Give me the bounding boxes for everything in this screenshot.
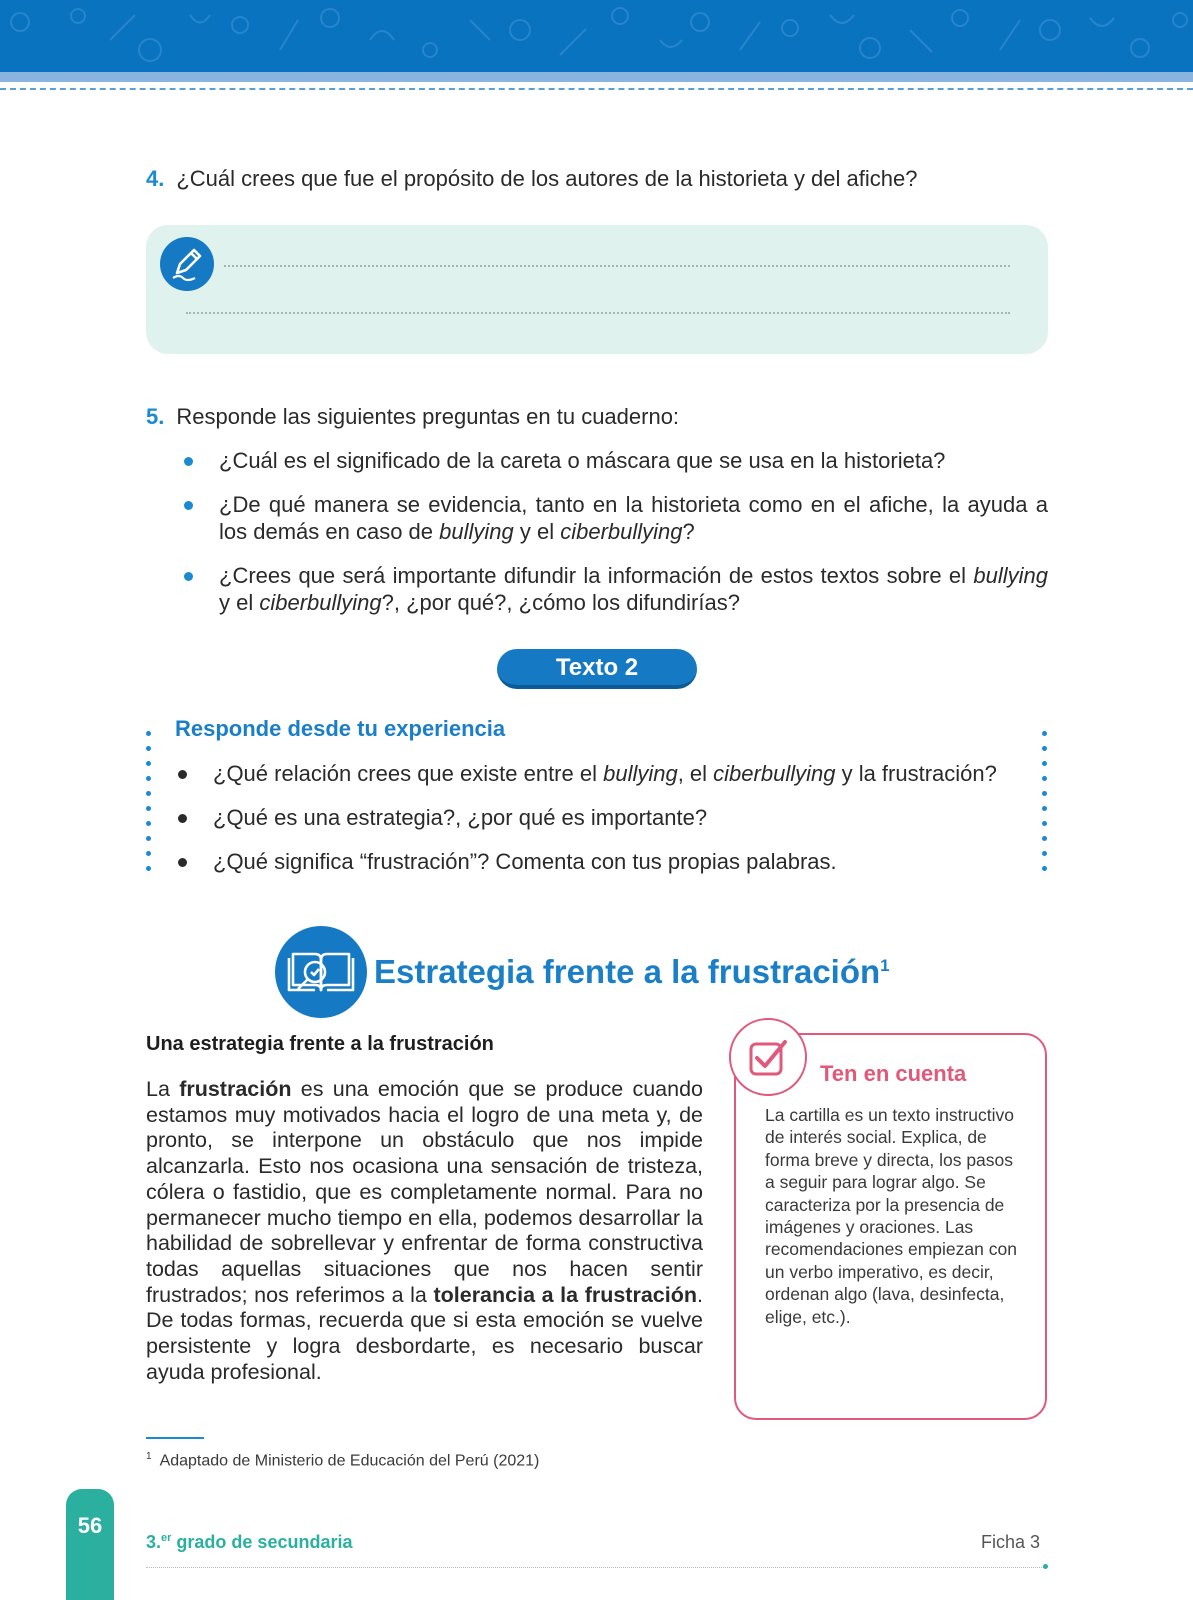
question-4-number: 4. — [146, 166, 165, 191]
ficha-label: Ficha 3 — [981, 1532, 1041, 1552]
header-band — [0, 0, 1193, 72]
list-item: ¿Qué relación crees que existe entre el bullying, el ciberbullying y la frustración? — [178, 760, 1018, 787]
header-dash-divider — [0, 88, 1193, 90]
question-4-text: ¿Cuál crees que fue el propósito de los autores de la historieta y del afiche? — [176, 166, 918, 191]
question-5 — [146, 403, 679, 431]
question-5-text: Responde las siguientes preguntas en tu cuaderno: — [176, 404, 680, 429]
note-text: La cartilla es un texto instructivo de interés social. Explica, de forma breve y directa, los pasos a seguir para lograr algo. Se caracteriza por la presencia de imágenes y oraciones. Las recomendaciones empiezan con un verbo imperativo, es decir, ordenan algo (lava, desinfecta, elige, etc.). — [765, 1105, 1017, 1327]
question-4 — [146, 165, 917, 193]
list-item: ¿Cuál es el significado de la careta o máscara que se usa en la historieta? — [184, 447, 1048, 474]
checkbox-icon — [729, 1018, 807, 1096]
question-5-list — [184, 447, 1048, 633]
doodle-pattern-icon — [0, 0, 1193, 72]
bullet-dot-icon — [178, 814, 187, 823]
header-stripe — [0, 72, 1193, 82]
pencil-icon — [160, 237, 214, 291]
book-search-icon — [275, 926, 367, 1018]
footer-line — [146, 1567, 1046, 1568]
note-title: Ten en cuenta — [820, 1061, 967, 1086]
strategy-subtitle: Una estrategia frente a la frustración — [146, 1033, 494, 1055]
strategy-paragraph: La frustración es una emoción que se produce cuando estamos muy motivados hacia el logro de una meta y, de pronto, se interpone un obstáculo que nos impide alcanzarla. Esto nos ocasiona una sensación de tristeza, cólera o fastidio, que es completamente normal. Para no permanecer mucho tiempo en ella, podemos desarrollar la habilidad de sobrellevar y enfrentar de forma constructiva todas aquellas situaciones que nos hacen sentir frustrados; nos referimos a la tolerancia a la frustración. De todas formas, recuerda que si esta emoción se vuelve persistente y logra desbordarte, es necesario buscar ayuda profesional. — [146, 1077, 703, 1384]
strategy-title: Estrategia frente a la frustración$^1$ — [374, 953, 890, 990]
bullet-dot-icon — [178, 858, 187, 867]
footnote-mark: 1 — [880, 956, 890, 975]
page-number: 56 — [77, 1513, 103, 1538]
list-item: ¿De qué manera se evidencia, tanto en la historieta como en el afiche, la ayuda a los demás en caso de bullying y el ciberbullying? — [184, 491, 1048, 545]
bullet-dot-icon — [184, 457, 193, 466]
list-item: ¿Qué es una estrategia?, ¿por qué es importante? — [178, 804, 1018, 831]
bullet-dot-icon — [178, 770, 187, 779]
page-tab — [66, 1489, 114, 1600]
footer-dot-icon — [1043, 1564, 1048, 1569]
dotted-border-right — [1042, 731, 1048, 881]
list-item: ¿Crees que será importante difundir la información de estos textos sobre el bullying y el ciberbullying?, ¿por qué?, ¿cómo los difundirías? — [184, 562, 1048, 616]
experience-list — [178, 760, 1018, 892]
texto-2-label: Texto 2 — [497, 649, 697, 689]
experience-title: Responde desde tu experiencia — [175, 716, 506, 741]
bullet-dot-icon — [184, 572, 193, 581]
list-item: ¿Qué significa “frustración”? Comenta con tus propias palabras. — [178, 848, 1018, 875]
answer-box[interactable] — [146, 225, 1048, 354]
answer-line-2 — [186, 312, 1010, 314]
footnote: $^1$ Adaptado de Ministerio de Educación del Perú (2021) — [146, 1451, 540, 1470]
bullet-dot-icon — [184, 501, 193, 510]
dotted-border-left — [146, 731, 152, 881]
question-5-number: 5. — [146, 404, 165, 429]
footnote-rule — [146, 1437, 204, 1439]
grade-label: 3.$^{er}$ grado de secundaria — [146, 1532, 353, 1552]
answer-line-1 — [224, 265, 1010, 267]
